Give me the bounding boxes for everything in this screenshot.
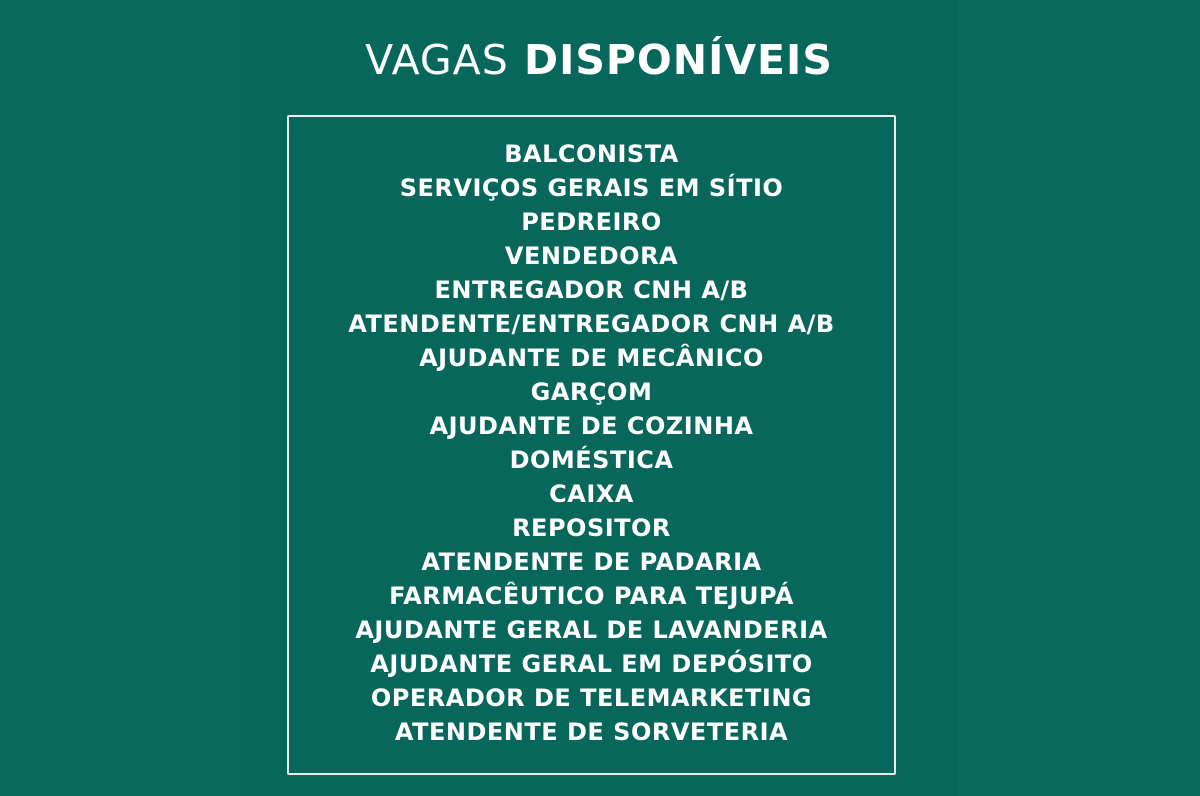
job-item: SERVIÇOS GERAIS EM SÍTIO [399,174,784,202]
job-item: REPOSITOR [512,514,671,542]
job-item: AJUDANTE GERAL EM DEPÓSITO [370,650,813,678]
job-list [289,137,894,749]
job-item: PEDREIRO [521,208,662,236]
job-item: VENDEDORA [504,242,679,270]
page-title [240,36,958,84]
job-item: ATENDENTE DE SORVETERIA [394,718,789,746]
job-item: GARÇOM [530,378,653,406]
right-background [960,0,1200,796]
title-part-1: VAGAS [365,36,509,84]
job-item: BALCONISTA [504,140,679,168]
job-list-box [287,115,896,775]
job-item: AJUDANTE DE MECÂNICO [419,344,764,372]
job-item: DOMÉSTICA [509,446,674,474]
job-item: CAIXA [549,480,634,508]
job-item: ATENDENTE DE PADARIA [421,548,762,576]
job-item: FARMACÊUTICO PARA TEJUPÁ [389,582,794,610]
job-item: ENTREGADOR CNH A/B [434,276,749,304]
job-item: AJUDANTE DE COZINHA [429,412,754,440]
job-item: ATENDENTE/ENTREGADOR CNH A/B [348,310,835,338]
title-part-2: DISPONÍVEIS [524,36,833,84]
job-item: AJUDANTE GERAL DE LAVANDERIA [355,616,828,644]
job-item: OPERADOR DE TELEMARKETING [370,684,813,712]
left-background [0,0,240,796]
